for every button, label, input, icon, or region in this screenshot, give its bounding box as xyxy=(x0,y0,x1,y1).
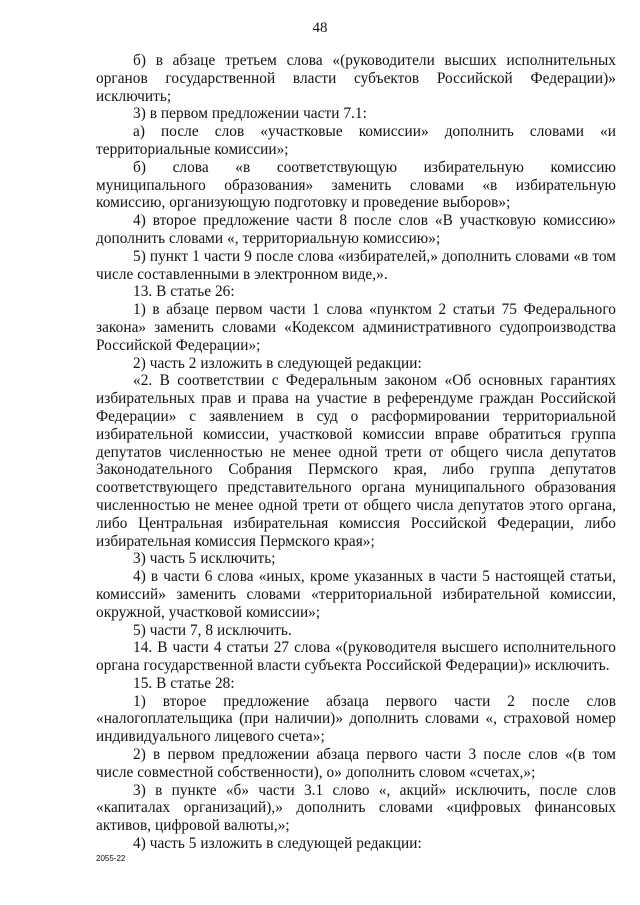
paragraph: 2) в первом предложении абзаца первого части 3 после слов «(в том числе совместной собственности), о» дополнить словом «счетах,»; xyxy=(96,746,616,781)
paragraph: 14. В части 4 статьи 27 слова «(руководителя высшего исполнительного органа государственной власти субъекта Российской Федерации)» исключить. xyxy=(96,639,616,675)
paragraph: 5) части 7, 8 исключить. xyxy=(133,621,292,639)
paragraph: 3) в пункте «б» части 3.1 слово «, акций» исключить, после слов «капиталах организаций),» дополнить словами «цифровых финансовых активов, цифровой валюты,»; xyxy=(96,781,616,835)
document-code: 2055-22 xyxy=(96,854,126,863)
paragraph: а) после слов «участковые комиссии» дополнить словами «и территориальные комиссии»; xyxy=(96,123,616,158)
paragraph: б) в абзаце третьем слова «(руководители высших исполнительных органов государственной власти субъектов Российской Федерации)» исключить; xyxy=(96,52,616,105)
paragraph: 15. В статье 28: xyxy=(133,674,235,692)
paragraph: 3) часть 5 исключить; xyxy=(133,550,276,568)
paragraph: 13. В статье 26: xyxy=(133,283,235,301)
paragraph: 1) в абзаце первом части 1 слова «пунктом 2 статьи 75 Федерального закона» заменить словами «Кодексом административного судопроизводства Российской Федерации»; xyxy=(96,301,616,354)
paragraph: 5) пункт 1 части 9 после слова «избирателей,» дополнить словами «в том числе составленными в электронном виде,». xyxy=(96,247,616,283)
paragraph: 3) в первом предложении части 7.1: xyxy=(133,105,367,123)
paragraph: 2) часть 2 изложить в следующей редакции: xyxy=(133,354,422,372)
paragraph: 4) второе предложение части 8 после слов «В участковую комиссию» дополнить словами «, территориальную комиссию»; xyxy=(96,212,616,247)
page-number: 48 xyxy=(312,20,328,36)
paragraph: 1) второе предложение абзаца первого части 2 после слов «налогоплательщика (при наличии)» дополнить словами «, страховой номер индивидуального лицевого счета»; xyxy=(96,692,616,746)
document-body xyxy=(96,52,616,853)
paragraph: 4) в части 6 слова «иных, кроме указанных в части 5 настоящей статьи, комиссий» заменить словами «территориальной избирательной комиссии, окружной, участковой комиссии»; xyxy=(96,568,616,621)
paragraph: «2. В соответствии с Федеральным законом «Об основных гарантиях избирательных прав и права на участие в референдуме граждан Российской Федерации» с заявлением в суд о расформировании территориальной избирательной комиссии, участковой комиссии вправе обратиться группа депутатов численностью не менее одной трети от общего числа депутатов Законодательного Собрания Пермского края, либо группа депутатов соответствующего представительного органа муниципального образования численностью не менее одной трети от общего числа депутатов этого органа, либо Центральная избирательная комиссия Российской Федерации, либо избирательная комиссия Пермского края»; xyxy=(96,372,616,550)
paragraph: б) слова «в соответствующую избирательную комиссию муниципального образования» заменить словами «в избирательную комиссию, организующую подготовку и проведение выборов»; xyxy=(96,158,616,212)
paragraph: 4) часть 5 изложить в следующей редакции: xyxy=(133,835,422,853)
